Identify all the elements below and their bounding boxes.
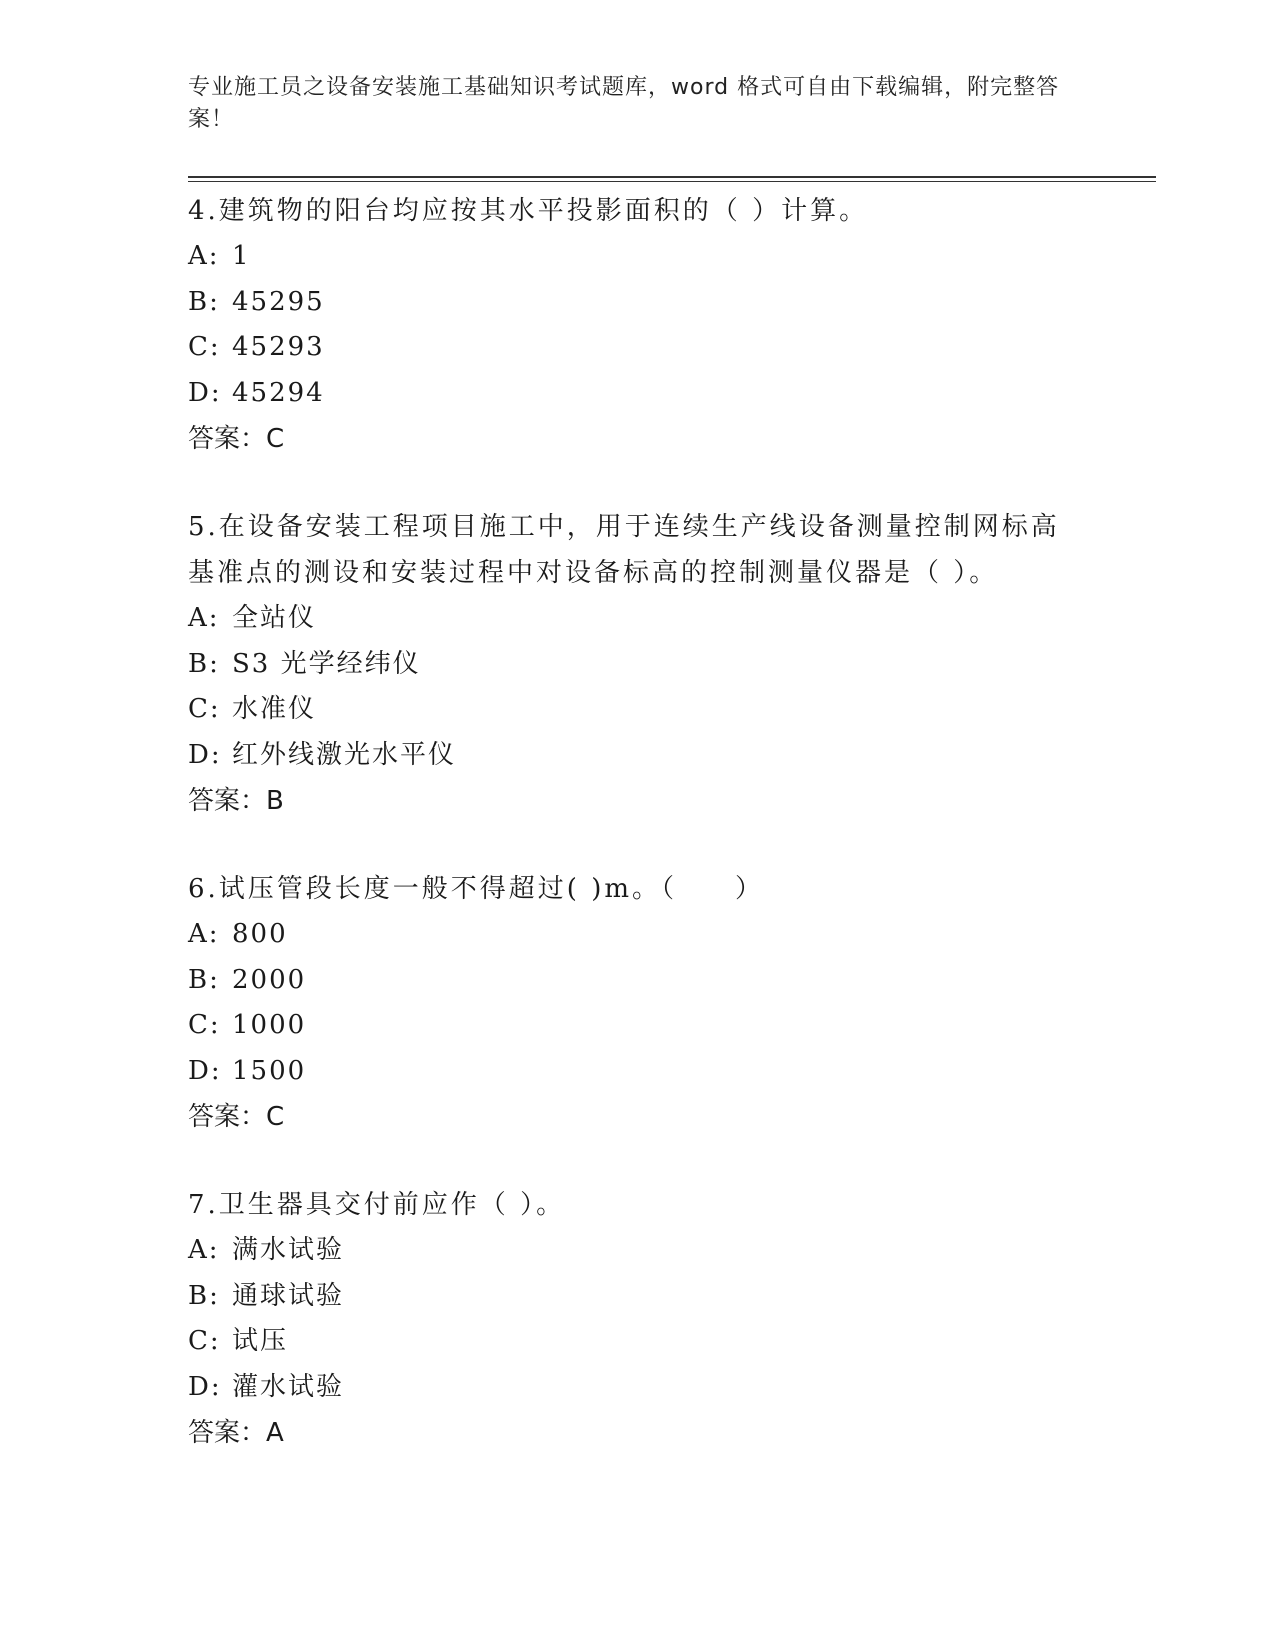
option-text: 通球试验 xyxy=(232,1280,345,1311)
option-key: C: xyxy=(188,1010,221,1040)
option-key: D: xyxy=(188,377,222,408)
question-block xyxy=(188,866,1088,1140)
option-text: 45294 xyxy=(232,377,325,408)
option-text: 水准仪 xyxy=(232,694,317,724)
option-key: B: xyxy=(188,648,220,679)
option-text: 45295 xyxy=(232,286,325,317)
question-stem: 4.建筑物的阳台均应按其水平投影面积的（ ）计算。 xyxy=(188,196,869,226)
option-b xyxy=(188,642,1088,688)
option-text: 1000 xyxy=(232,1010,307,1040)
option-a xyxy=(188,596,1088,642)
option-key: A: xyxy=(188,241,220,271)
option-b xyxy=(188,280,1088,326)
question-list xyxy=(188,188,1088,1498)
answer-line xyxy=(188,1094,1088,1140)
option-text: 灌水试验 xyxy=(232,1371,345,1402)
option-text: 全站仪 xyxy=(232,603,317,633)
option-c xyxy=(188,1319,1088,1365)
option-text: 试压 xyxy=(232,1326,289,1356)
option-key: A: xyxy=(188,919,220,949)
answer-line xyxy=(188,416,1088,462)
option-d xyxy=(188,1049,1088,1095)
option-text: 45293 xyxy=(232,332,325,362)
option-c xyxy=(188,1003,1088,1049)
option-b xyxy=(188,958,1088,1004)
option-key: C: xyxy=(188,1326,221,1356)
option-d xyxy=(188,733,1088,779)
option-text: 2000 xyxy=(232,964,307,995)
option-a xyxy=(188,912,1088,958)
option-c xyxy=(188,325,1088,371)
option-key: D: xyxy=(188,739,222,770)
answer-label: 答案： xyxy=(188,786,267,816)
answer-line xyxy=(188,778,1088,824)
option-text: 红外线激光水平仪 xyxy=(232,739,457,770)
option-key: B: xyxy=(188,1280,220,1311)
option-key: A: xyxy=(188,1235,220,1265)
answer-value: C xyxy=(266,424,285,454)
answer-value: C xyxy=(266,1102,285,1132)
option-key: C: xyxy=(188,332,221,362)
question-stem: 6.试压管段长度一般不得超过( )m。（ ） xyxy=(188,874,765,904)
option-a xyxy=(188,1228,1088,1274)
header-divider-thick xyxy=(188,176,1156,178)
question-block xyxy=(188,504,1088,824)
option-d xyxy=(188,371,1088,417)
answer-label: 答案： xyxy=(188,1102,267,1132)
option-b xyxy=(188,1274,1088,1320)
option-d xyxy=(188,1365,1088,1411)
option-text: 满水试验 xyxy=(232,1235,345,1265)
header-divider-thin xyxy=(188,181,1156,182)
option-text: S3 光学经纬仪 xyxy=(232,648,421,679)
question-block xyxy=(188,1182,1088,1456)
question-stem: 7.卫生器具交付前应作（ ）。 xyxy=(188,1190,566,1220)
option-key: B: xyxy=(188,964,220,995)
question-block xyxy=(188,188,1088,462)
answer-label: 答案： xyxy=(188,1418,267,1448)
option-text: 1500 xyxy=(232,1055,307,1086)
option-key: B: xyxy=(188,286,220,317)
answer-line xyxy=(188,1410,1088,1456)
option-key: D: xyxy=(188,1055,222,1086)
answer-label: 答案： xyxy=(188,424,267,454)
option-key: D: xyxy=(188,1371,222,1402)
option-c xyxy=(188,687,1088,733)
option-text: 1 xyxy=(232,241,251,271)
option-text: 800 xyxy=(232,919,288,949)
answer-value: A xyxy=(266,1418,284,1448)
option-key: C: xyxy=(188,694,221,724)
option-key: A: xyxy=(188,603,220,633)
document-header: 专业施工员之设备安装施工基础知识考试题库，word 格式可自由下载编辑，附完整答案！ xyxy=(188,75,1060,132)
question-stem: 5.在设备安装工程项目施工中，用于连续生产线设备测量控制网标高基准点的测设和安装过程中对设备标高的控制测量仪器是（ ）。 xyxy=(188,512,1060,588)
option-a xyxy=(188,234,1088,280)
answer-value: B xyxy=(266,786,284,816)
